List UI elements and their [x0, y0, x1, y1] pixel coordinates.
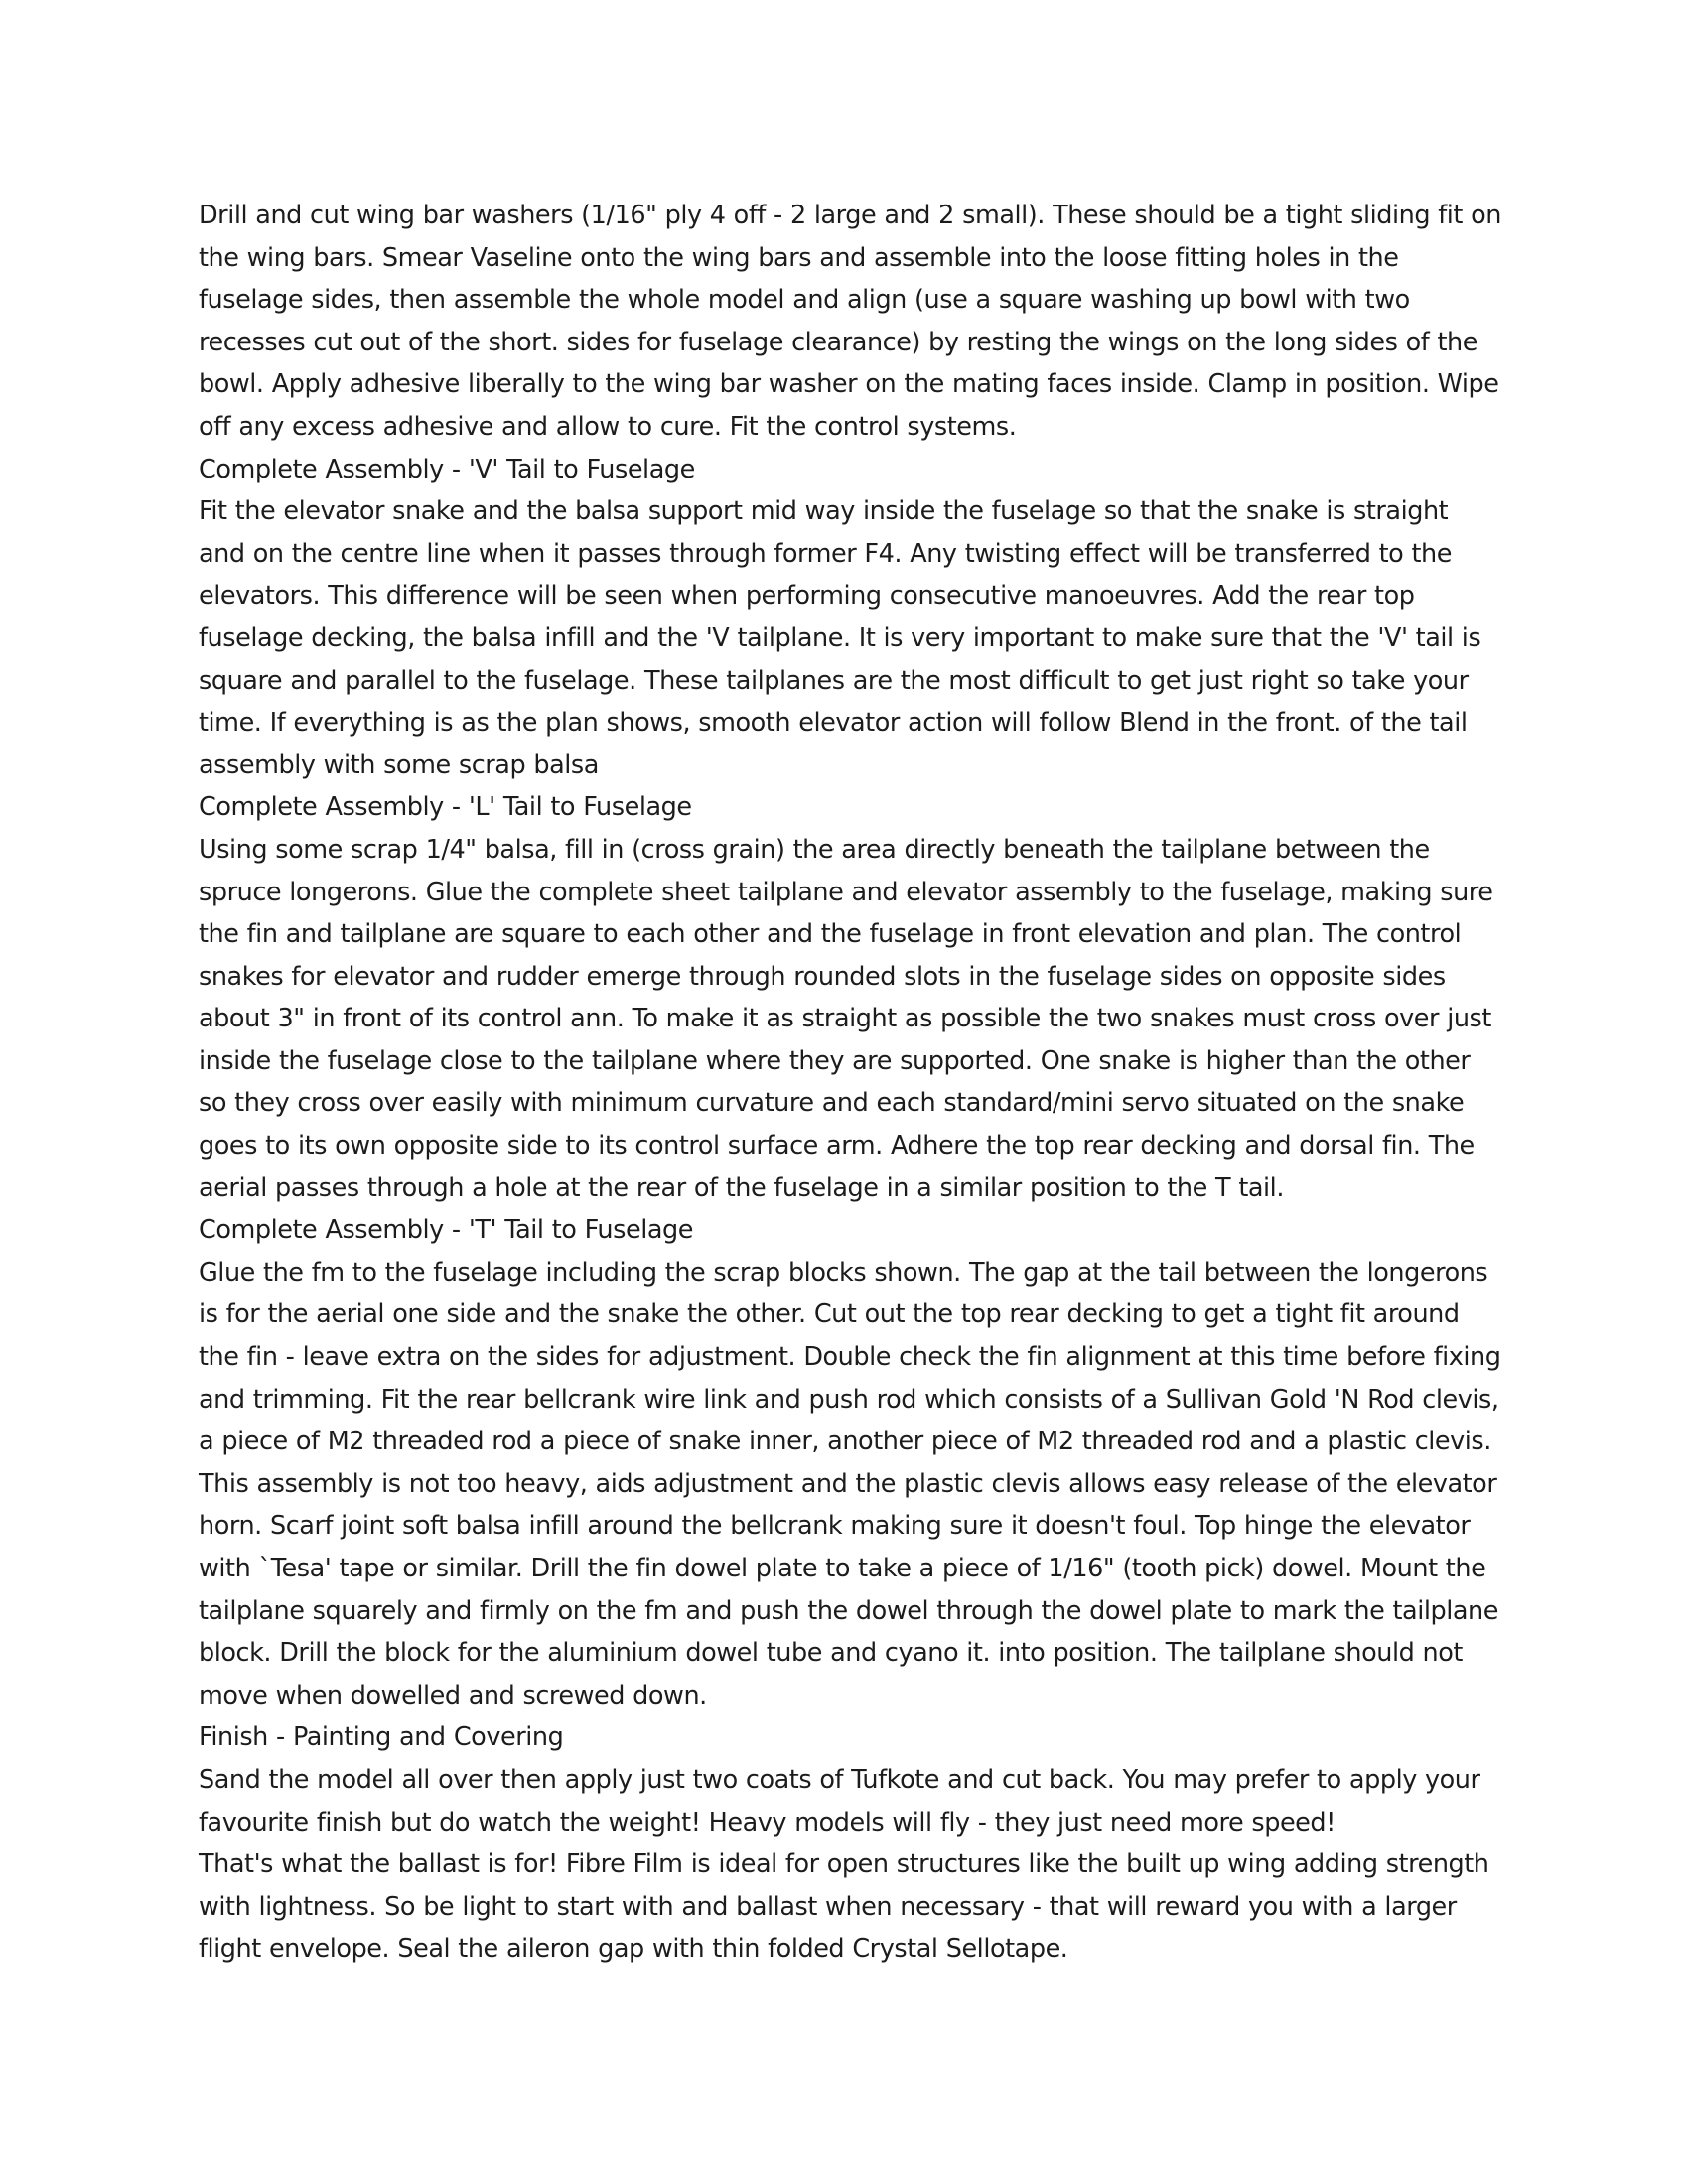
section-heading-v-tail: Complete Assembly - 'V' Tail to Fuselage — [199, 454, 695, 484]
document-body — [199, 195, 1501, 1971]
section-heading-finish: Finish - Painting and Covering — [199, 1722, 564, 1753]
intro-paragraph: Drill and cut wing bar washers (1/16" ply 4 off - 2 large and 2 small). These should be a tight sliding fit on the wing bars. Smear Vaseline onto the wing bars and assemble into the loose fitting holes in the fuselage sides, then assemble the whole model and align (use a square washing up bowl with two recesses cut out of the short. sides for fuselage clearance) by resting the wings on the long sides of the bowl. Apply adhesive liberally to the wing bar washer on the mating faces inside. Clamp in position. Wipe off any excess adhesive and allow to cure. Fit the control systems. — [199, 201, 1501, 442]
section-body-finish: Sand the model all over then apply just two coats of Tufkote and cut back. You may prefer to apply your favourite finish but do watch the weight! Heavy models will fly - they just need more speed! — [199, 1764, 1480, 1838]
section-heading-t-tail: Complete Assembly - 'T' Tail to Fuselage — [199, 1215, 693, 1246]
section-body-t-tail: Glue the fm to the fuselage including the scrap blocks shown. The gap at the tail between the longerons is for the aerial one side and the snake the other. Cut out the top rear decking to get a tight fit around the fin - leave extra on the sides for adjustment. Double check the fin alignment at this time before fixing and trimming. Fit the rear bellcrank wire link and push rod which consists of a Sullivan Gold 'N Rod clevis, a piece of M2 threaded rod a piece of snake inner, another piece of M2 threaded rod and a plastic clevis. This assembly is not too heavy, aids adjustment and the plastic clevis allows easy release of the elevator horn. Scarf joint soft balsa infill around the bellcrank making sure it doesn't foul. Top hinge the elevator with `Tesa' tape or similar. Drill the fin dowel plate to take a piece of 1/16" (tooth pick) dowel. Mount the tailplane squarely and firmly on the fm and push the dowel through the dowel plate to mark the tailplane block. Drill the block for the aluminium dowel tube and cyano it. into position. The tailplane should not move when dowelled and screwed down. — [199, 1257, 1501, 1710]
section-body-l-tail: Using some scrap 1/4" balsa, fill in (cross grain) the area directly beneath the tailplane between the spruce longerons. Glue the complete sheet tailplane and elevator assembly to the fuselage, making sure the fin and tailplane are square to each other and the fuselage in front elevation and plan. The control snakes for elevator and rudder emerge through rounded slots in the fuselage sides on opposite sides about 3" in front of its control ann. To make it as straight as possible the two snakes must cross over just inside the fuselage close to the tailplane where they are supported. One snake is higher than the other so they cross over easily with minimum curvature and each standard/mini servo situated on the snake goes to its own opposite side to its control surface arm. Adhere the top rear decking and dorsal fin. The aerial passes through a hole at the rear of the fuselage in a similar position to the T tail. — [199, 834, 1493, 1203]
closing-paragraph: That's what the ballast is for! Fibre Film is ideal for open structures like the built up wing adding strength with lightness. So be light to start with and ballast when necessary - that will reward you with a larger flight envelope. Seal the aileron gap with thin folded Crystal Sellotape. — [199, 1849, 1489, 1965]
section-heading-l-tail: Complete Assembly - 'L' Tail to Fuselage — [199, 792, 692, 823]
section-body-v-tail: Fit the elevator snake and the balsa support mid way inside the fuselage so that the snake is straight and on the centre line when it passes through former F4. Any twisting effect will be transferred to the elevators. This difference will be seen when performing consecutive manoeuvres. Add the rear top fuselage decking, the balsa infill and the 'V tailplane. It is very important to make sure that the 'V' tail is square and parallel to the fuselage. These tailplanes are the most difficult to get just right so take your time. If everything is as the plan shows, smooth elevator action will follow Blend in the front. of the tail assembly with some scrap balsa — [199, 496, 1481, 780]
